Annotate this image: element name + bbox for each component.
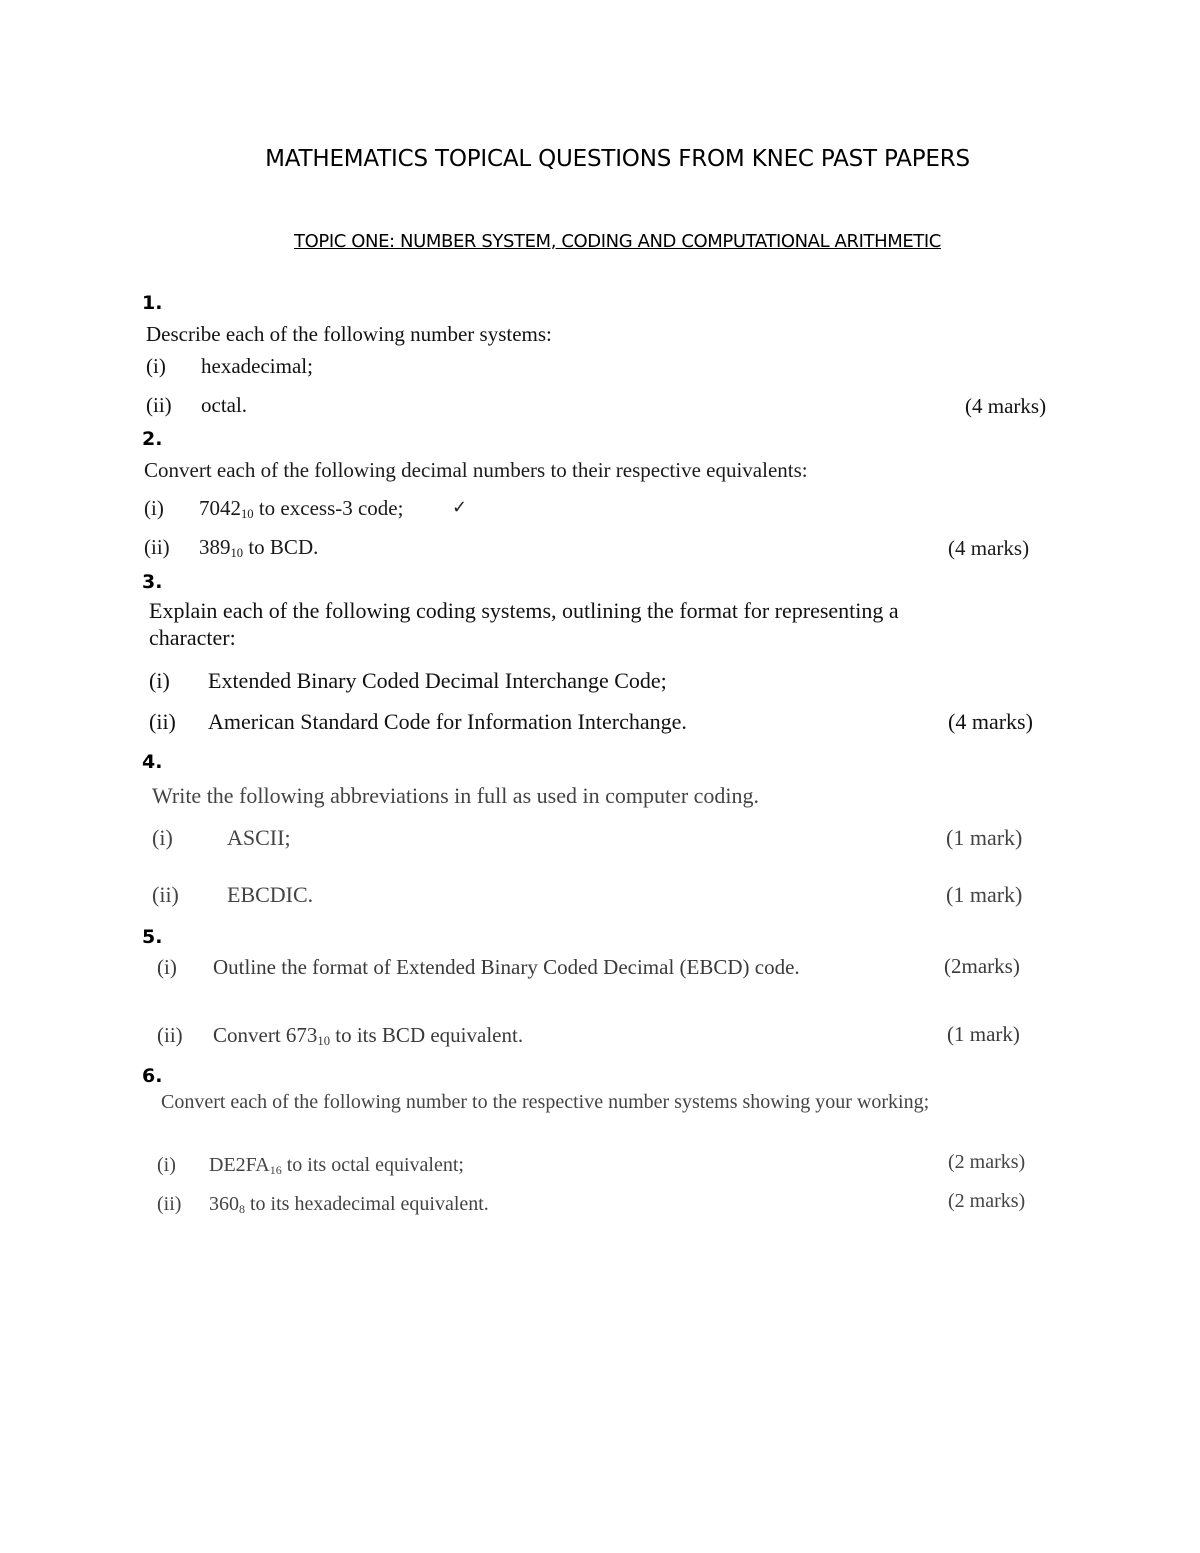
question-5-i-label: (i) (157, 955, 177, 979)
question-1-i-text: hexadecimal; (201, 354, 313, 378)
question-1-number: 1. (142, 292, 163, 314)
question-5-i-text: Outline the format of Extended Binary Coded Decimal (EBCD) code. (213, 955, 800, 979)
question-6-ii-text: to its hexadecimal equivalent. (250, 1193, 489, 1215)
question-5-ii-item (213, 1023, 523, 1049)
question-5-ii-pre: Convert (213, 1023, 281, 1047)
question-6-text: Convert each of the following number to the respective number systems showing your working; (161, 1091, 930, 1113)
question-5-i-marks: (2marks) (944, 954, 1020, 978)
question-4-i-label: (i) (152, 825, 173, 850)
question-1-i-label: (i) (146, 354, 166, 378)
question-6-number: 6. (142, 1065, 163, 1087)
question-3-number: 3. (142, 571, 163, 593)
question-6-i-marks: (2 marks) (948, 1151, 1026, 1173)
question-6-ii-value: 360 (209, 1193, 239, 1215)
question-5-ii-label: (ii) (157, 1023, 183, 1047)
question-6-i-text: to its octal equivalent; (286, 1154, 464, 1176)
question-2-ii-base: 10 (230, 546, 244, 561)
question-1-text: Describe each of the following number systems: (146, 322, 552, 346)
question-3-ii-label: (ii) (149, 709, 176, 734)
question-2-marks: (4 marks) (948, 536, 1030, 560)
question-6-ii-label: (ii) (157, 1193, 182, 1215)
question-5-ii-text: to its BCD equivalent. (335, 1023, 524, 1047)
question-3-text-line2: character: (149, 625, 236, 650)
question-6-i-item (209, 1154, 464, 1178)
question-3-i-text: Extended Binary Coded Decimal Interchange Code; (208, 668, 667, 693)
question-1-marks: (4 marks) (965, 394, 1047, 418)
question-2-i-value: 7042 (199, 496, 241, 520)
question-2-i-label: (i) (144, 496, 164, 520)
question-6-i-label: (i) (157, 1154, 176, 1176)
question-5-ii-value: 673 (285, 1023, 318, 1047)
question-1-ii-text: octal. (201, 393, 248, 417)
question-4-i-text: ASCII; (227, 825, 291, 850)
question-6-i-value: DE2FA (209, 1154, 270, 1176)
question-6-ii-item (209, 1193, 489, 1217)
question-4-ii-label: (ii) (152, 882, 179, 907)
question-2-i-base: 10 (241, 507, 254, 522)
question-3-marks: (4 marks) (948, 709, 1033, 734)
question-6-ii-base: 8 (239, 1202, 245, 1216)
question-2-ii-text: to BCD. (248, 535, 319, 559)
question-2-ii-item (199, 535, 318, 561)
question-2-ii-label: (ii) (144, 535, 170, 559)
question-2-i-text: to excess-3 code; (258, 496, 404, 520)
question-5-number: 5. (142, 926, 163, 948)
question-3-text-line1: Explain each of the following coding systems, outlining the format for representing a (149, 598, 899, 623)
question-2-ii-value: 389 (199, 535, 231, 559)
question-5-ii-base: 10 (317, 1034, 330, 1049)
question-2-text: Convert each of the following decimal numbers to their respective equivalents: (144, 458, 808, 482)
question-4-number: 4. (142, 751, 163, 773)
question-4-i-marks: (1 mark) (946, 825, 1023, 850)
question-4-ii-text: EBCDIC. (227, 882, 314, 907)
topic-heading: TOPIC ONE: NUMBER SYSTEM, CODING AND COMPUTATIONAL ARITHMETIC (294, 231, 941, 252)
document-title: MATHEMATICS TOPICAL QUESTIONS FROM KNEC PAST PAPERS (265, 146, 970, 172)
question-4-ii-marks: (1 mark) (946, 882, 1023, 907)
question-3-ii-text: American Standard Code for Information Interchange. (208, 709, 687, 734)
question-2-i-item (199, 496, 403, 522)
check-mark-icon: ✓ (452, 497, 468, 518)
question-3-i-label: (i) (149, 668, 170, 693)
question-6-ii-marks: (2 marks) (948, 1190, 1026, 1212)
question-1-ii-label: (ii) (146, 393, 172, 417)
question-5-ii-marks: (1 mark) (947, 1022, 1020, 1046)
question-6-i-base: 16 (269, 1163, 282, 1177)
question-2-number: 2. (142, 428, 163, 450)
question-4-text: Write the following abbreviations in full as used in computer coding. (152, 783, 760, 808)
